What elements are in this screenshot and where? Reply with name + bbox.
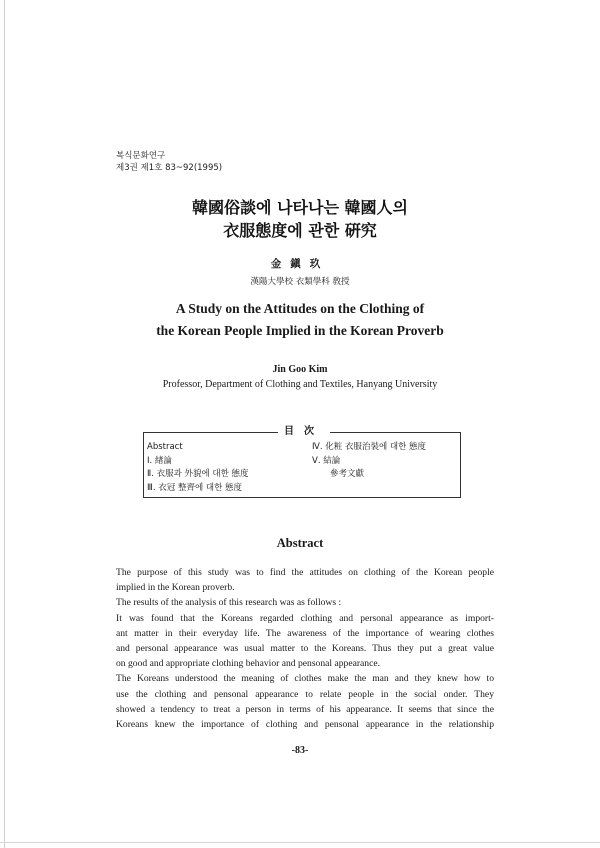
scan-edge-bottom [0, 842, 600, 843]
english-title-line-2: the Korean People Implied in the Korean Proverb [156, 323, 444, 338]
abstract-line: The purpose of this study was to find the attitudes on clothing of the Korean people [116, 567, 494, 578]
abstract-line: The results of the analysis of this research was as follows : [116, 597, 342, 609]
journal-issue: 제3권 제1호 83~92(1995) [116, 163, 223, 173]
page-number: -83- [291, 745, 309, 756]
toc-left-column [147, 441, 249, 495]
journal-header [116, 150, 222, 174]
abstract-line: Koreans knew the importance of clothing and pensonal appearance in the relationship [116, 719, 494, 731]
english-author: Jin Goo Kim [272, 364, 328, 375]
toc-item: Abstract [147, 442, 183, 452]
abstract-heading: Abstract [276, 536, 324, 550]
toc-item: Ⅴ. 結論 [312, 455, 341, 466]
korean-affiliation: 漢陽大學校 衣類學科 敎授 [250, 277, 350, 287]
korean-title-line-2: 衣服態度에 관한 硏究 [223, 221, 377, 240]
toc-item: Ⅲ. 衣冠 整齊에 대한 態度 [147, 482, 243, 493]
toc-item: Ⅳ. 化粧 衣服治裝에 대한 態度 [312, 442, 426, 452]
english-title-line-1: A Study on the Attitudes on the Clothing of [175, 301, 425, 316]
english-affiliation: Professor, Department of Clothing and Textiles, Hanyang University [162, 379, 438, 390]
toc-item: 參考文獻 [330, 469, 365, 479]
abstract-line: and personal appearance was usual matter to the Koreans. Thus they put a great value [116, 643, 494, 655]
abstract-line: on good and appropriate clothing behavior and pensonal appearance. [116, 658, 380, 670]
table-of-contents [143, 426, 461, 498]
abstract-line: ant matter in their everyday life. The awareness of the importance of wearing clothes [116, 627, 494, 639]
abstract-line: The Koreans understood the meaning of clothes make the man and they knew how to [116, 673, 494, 685]
toc-item: Ⅱ. 衣服과 外貌에 대한 態度 [147, 469, 249, 479]
abstract-line: implied in the Korean proverb. [116, 582, 235, 594]
korean-title-line-1: 韓國俗談에 나타나는 韓國人의 [192, 198, 408, 217]
korean-author: 金鎭玖 [270, 258, 330, 270]
abstract-line: It was found that the Koreans regarded clothing and personal appearance as import- [116, 612, 494, 624]
journal-name: 복식문화연구 [116, 151, 166, 161]
abstract-line: use the clothing and pensonal appearance to relate people in the social onder. They [116, 688, 494, 700]
toc-heading: 目次 [278, 425, 330, 439]
toc-right-column [312, 441, 426, 482]
toc-item: Ⅰ. 緖論 [147, 455, 172, 466]
scan-edge-left [4, 0, 5, 848]
abstract-line: showed a tendency to treat a person in terms of his appearance. It seems that since the [116, 703, 494, 715]
abstract-body [116, 565, 494, 732]
